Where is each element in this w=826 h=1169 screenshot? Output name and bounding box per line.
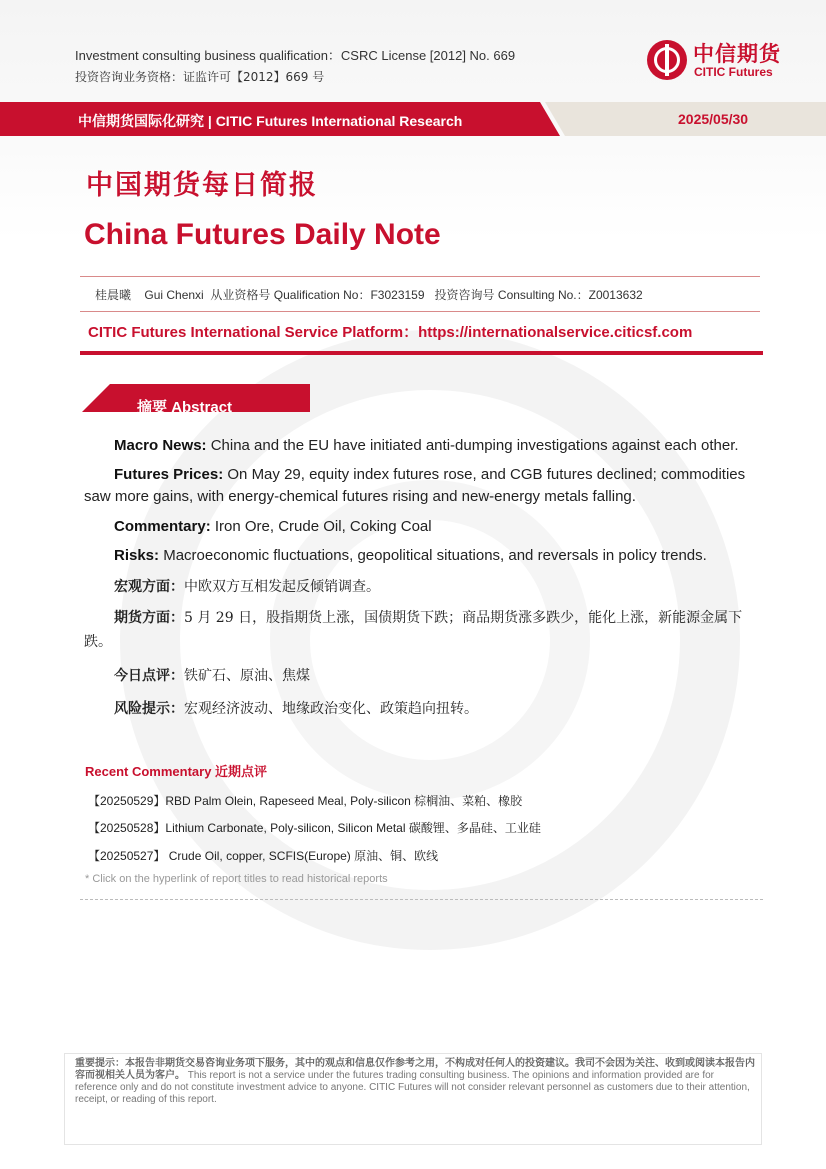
- banner-title: [78, 111, 462, 131]
- futures-cn-paragraph: [84, 606, 764, 654]
- abstract-heading-en: Abstract: [171, 399, 233, 416]
- today-cn-text: 铁矿石、原油、焦煤: [184, 668, 310, 684]
- recent-report-title-cn[interactable]: 碳酸锂、多晶硅、工业硅: [408, 821, 541, 835]
- risks-label: Risks:: [114, 547, 160, 564]
- disclaimer-text: [75, 1058, 758, 1106]
- author-name-en: Gui Chenxi: [144, 288, 204, 302]
- logo-text-en: CITIC Futures: [694, 65, 773, 79]
- macro-news-label: Macro News:: [114, 437, 207, 454]
- qualification-en: Investment consulting business qualification：CSRC License [2012] No. 669: [75, 48, 516, 63]
- divider-top: [80, 276, 760, 277]
- commentary-paragraph: [84, 516, 764, 538]
- disclaimer-cn: 重要提示：本报告非期货交易咨询业务项下服务，其中的观点和信息仅作参考之用，不构成对任何人的投资建议。我司不会因为关注、收到或阅读本报告内容而视相关人员为客户。: [75, 1058, 755, 1081]
- recent-report-title-en[interactable]: 【20250527】 Crude Oil, copper, SCFIS(Europe): [88, 849, 355, 863]
- report-title-cn: 中国期货每日简报: [86, 170, 318, 201]
- divider-dashed: [80, 899, 763, 900]
- divider-thick: [80, 351, 763, 355]
- hyperlink-note: * Click on the hyperlink of report titles to read historical reports: [85, 873, 388, 885]
- futures-cn-label: 期货方面：: [114, 610, 184, 626]
- abstract-heading-cn: 摘要: [137, 398, 168, 416]
- consulting-number: Consulting No.：Z0013632: [497, 288, 643, 302]
- macro-news-text: China and the EU have initiated anti-dumping investigations against each other.: [206, 437, 739, 454]
- futures-cn-text: 5 月 29 日，股指期货上涨，国债期货下跌；商品期货涨多跌少，能化上涨，新能源金属下跌。: [84, 610, 743, 650]
- futures-prices-paragraph: [84, 464, 764, 508]
- service-platform-link[interactable]: CITIC Futures International Service Platform：https://internationalservice.citicsf.com: [88, 324, 693, 341]
- author-line: [95, 286, 643, 303]
- macro-cn-paragraph: [84, 575, 764, 599]
- macro-cn-label: 宏观方面：: [114, 579, 184, 595]
- banner-title-cn: 中信期货国际化研究: [78, 114, 204, 130]
- risk-cn-label: 风险提示：: [114, 701, 184, 717]
- recent-report-title-en[interactable]: 【20250528】Lithium Carbonate, Poly-silicon, Silicon Metal: [88, 821, 409, 835]
- recent-report-title-en[interactable]: 【20250529】RBD Palm Olein, Rapeseed Meal, Poly-silicon: [88, 794, 415, 808]
- recent-report-title-cn[interactable]: 原油、铜、欧线: [354, 849, 439, 863]
- today-cn-paragraph: [84, 664, 764, 688]
- disclaimer-en: This report is not a service under the futures trading consulting business. The opinions and information provided are for reference only and do not constitute investment advice to anyone. CITIC Futures will not consider relevant personnel as customers due to their attention, receipt, or reading of this report.: [75, 1070, 750, 1105]
- risk-cn-paragraph: [84, 697, 764, 721]
- citic-emblem-icon: [647, 40, 687, 80]
- recent-heading-cn: 近期点评: [215, 765, 268, 780]
- futures-prices-label: Futures Prices:: [114, 466, 224, 483]
- recent-report-title-cn[interactable]: 棕榈油、菜粕、橡胶: [414, 794, 523, 808]
- recent-commentary-heading: [85, 761, 267, 780]
- qualification-label-cn: 从业资格号: [210, 288, 271, 302]
- report-title-en: China Futures Daily Note: [84, 218, 441, 251]
- logo-text-cn: 中信期货: [693, 42, 781, 66]
- macro-cn-text: 中欧双方互相发起反倾销调查。: [184, 579, 380, 595]
- qualification-number: Qualification No：F3023159: [273, 288, 425, 302]
- today-cn-label: 今日点评：: [114, 668, 184, 684]
- citic-logo: [647, 38, 787, 84]
- divider-mid: [80, 311, 760, 312]
- recent-report-link[interactable]: [88, 792, 522, 809]
- recent-heading-en: Recent Commentary: [85, 764, 216, 779]
- author-name-cn: 桂晨曦: [95, 288, 132, 302]
- qualification-cn: 投资咨询业务资格：证监许可【2012】669 号: [75, 70, 325, 84]
- risk-cn-text: 宏观经济波动、地缘政治变化、政策趋向扭转。: [184, 701, 478, 717]
- abstract-heading: [137, 396, 232, 417]
- macro-news-paragraph: [84, 435, 764, 457]
- risks-paragraph: [84, 545, 764, 567]
- futures-prices-text: On May 29, equity index futures rose, and CGB futures declined; commodities saw more gains, with energy-chemical futures rising and new-energy metals falling.: [84, 466, 746, 505]
- banner-title-en: | CITIC Futures International Research: [204, 113, 463, 129]
- commentary-text: Iron Ore, Crude Oil, Coking Coal: [210, 518, 432, 535]
- commentary-label: Commentary:: [114, 518, 211, 535]
- report-date: 2025/05/30: [678, 111, 749, 127]
- risks-text: Macroeconomic fluctuations, geopolitical situations, and reversals in policy trends.: [159, 547, 707, 564]
- recent-report-link[interactable]: [88, 819, 541, 836]
- consulting-label-cn: 投资咨询号: [434, 288, 495, 302]
- recent-report-link[interactable]: [88, 847, 438, 864]
